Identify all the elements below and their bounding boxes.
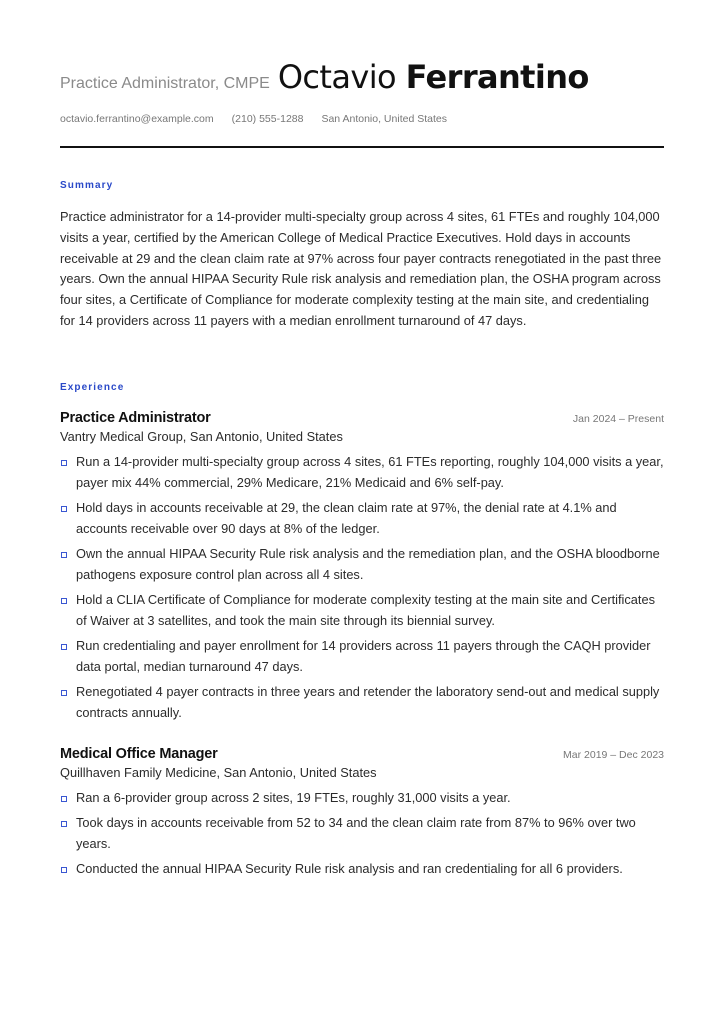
bullet-square-icon: [61, 867, 67, 873]
job-dates: Mar 2019 – Dec 2023: [563, 749, 664, 761]
job-organization: Vantry Medical Group, San Antonio, United States: [60, 429, 343, 444]
candidate-name: [278, 58, 589, 96]
title-row: [60, 58, 664, 96]
bullet-item: [60, 682, 664, 724]
last-name: Ferrantino: [405, 58, 589, 96]
summary-text: Practice administrator for a 14-provider multi-specialty group across 4 sites, 61 FTEs and roughly 104,000 visits a year, certified by the American College of Medical Practice Executives. Hold days in accounts receivable at 29 and the clean claim rate at 97% across four payer contracts renegotiated in the past three years. Own the annual HIPAA Security Rule risk analysis and remediation plan, the OSHA program across four sites, a Certificate of Compliance for moderate complexity testing at the main site, and credentialing for 14 providers across 11 payers with a median enrollment turnaround of 47 days.: [60, 209, 662, 328]
location: San Antonio, United States: [321, 113, 447, 125]
bullet-square-icon: [61, 552, 67, 558]
bullet-text: Hold a CLIA Certificate of Compliance for moderate complexity testing at the main site and Certificates of Waiver at 3 satellites, and took the main site through its biennial survey.: [76, 592, 655, 629]
job-title: Medical Office Manager: [60, 746, 218, 762]
summary-heading: Summary: [60, 180, 114, 191]
bullet-item: [60, 452, 664, 494]
bullet-text: Took days in accounts receivable from 52 to 34 and the clean claim rate from 87% to 96% over two years.: [76, 815, 636, 852]
bullet-text: Ran a 6-provider group across 2 sites, 19 FTEs, roughly 31,000 visits a year.: [76, 790, 511, 805]
bullet-text: Renegotiated 4 payer contracts in three years and retender the laboratory send-out and medical supply contracts annually.: [76, 684, 660, 721]
job-header: [60, 746, 664, 762]
email: octavio.ferrantino@example.com: [60, 113, 214, 125]
bullet-item: [60, 498, 664, 540]
bullet-text: Run credentialing and payer enrollment for 14 providers across 11 payers through the CAQH provider data portal, median turnaround 47 days.: [76, 638, 651, 675]
bullet-text: Run a 14-provider multi-specialty group across 4 sites, 61 FTEs reporting, roughly 104,000 visits a year, payer mix 44% commercial, 29% Medicare, 21% Medicaid and 6% self-pay.: [76, 454, 664, 490]
bullet-item: [60, 590, 664, 632]
job-header: [60, 410, 664, 426]
bullet-item: [60, 544, 664, 586]
phone: (210) 555-1288: [231, 113, 304, 125]
bullet-item: [60, 859, 664, 880]
header-divider: [60, 146, 664, 148]
bullet-text: Own the annual HIPAA Security Rule risk analysis and the remediation plan, and the OSHA bloodborne pathogens exposure control plan across all 4 sites.: [76, 546, 660, 582]
bullet-item: [60, 636, 664, 678]
bullet-square-icon: [61, 690, 67, 696]
bullet-square-icon: [61, 796, 67, 802]
contact-line: [60, 113, 664, 125]
bullet-text: Hold days in accounts receivable at 29, the clean claim rate at 97%, the denial rate at 4.1% and accounts receivable over 90 days at 8% of the ledger.: [76, 500, 617, 536]
job-entry: [60, 746, 664, 885]
bullet-text: Conducted the annual HIPAA Security Rule risk analysis and ran credentialing for all 6 providers.: [76, 861, 623, 877]
bullet-square-icon: [61, 460, 67, 466]
job-title: Practice Administrator: [60, 410, 211, 426]
job-entry: [60, 410, 664, 729]
bullet-square-icon: [61, 598, 67, 604]
bullet-square-icon: [61, 644, 67, 650]
job-organization: Quillhaven Family Medicine, San Antonio, United States: [60, 765, 377, 780]
bullet-square-icon: [61, 821, 67, 827]
resume-header: [60, 58, 664, 125]
job-role: Practice Administrator, CMPE: [60, 75, 270, 92]
job-dates: Jan 2024 – Present: [572, 413, 664, 425]
bullet-square-icon: [61, 506, 67, 512]
bullet-item: [60, 788, 664, 809]
bullet-item: [60, 813, 664, 855]
job-bullets: [60, 788, 664, 880]
experience-heading: Experience: [60, 382, 125, 393]
first-name: Octavio: [277, 58, 396, 96]
job-bullets: [60, 452, 664, 724]
